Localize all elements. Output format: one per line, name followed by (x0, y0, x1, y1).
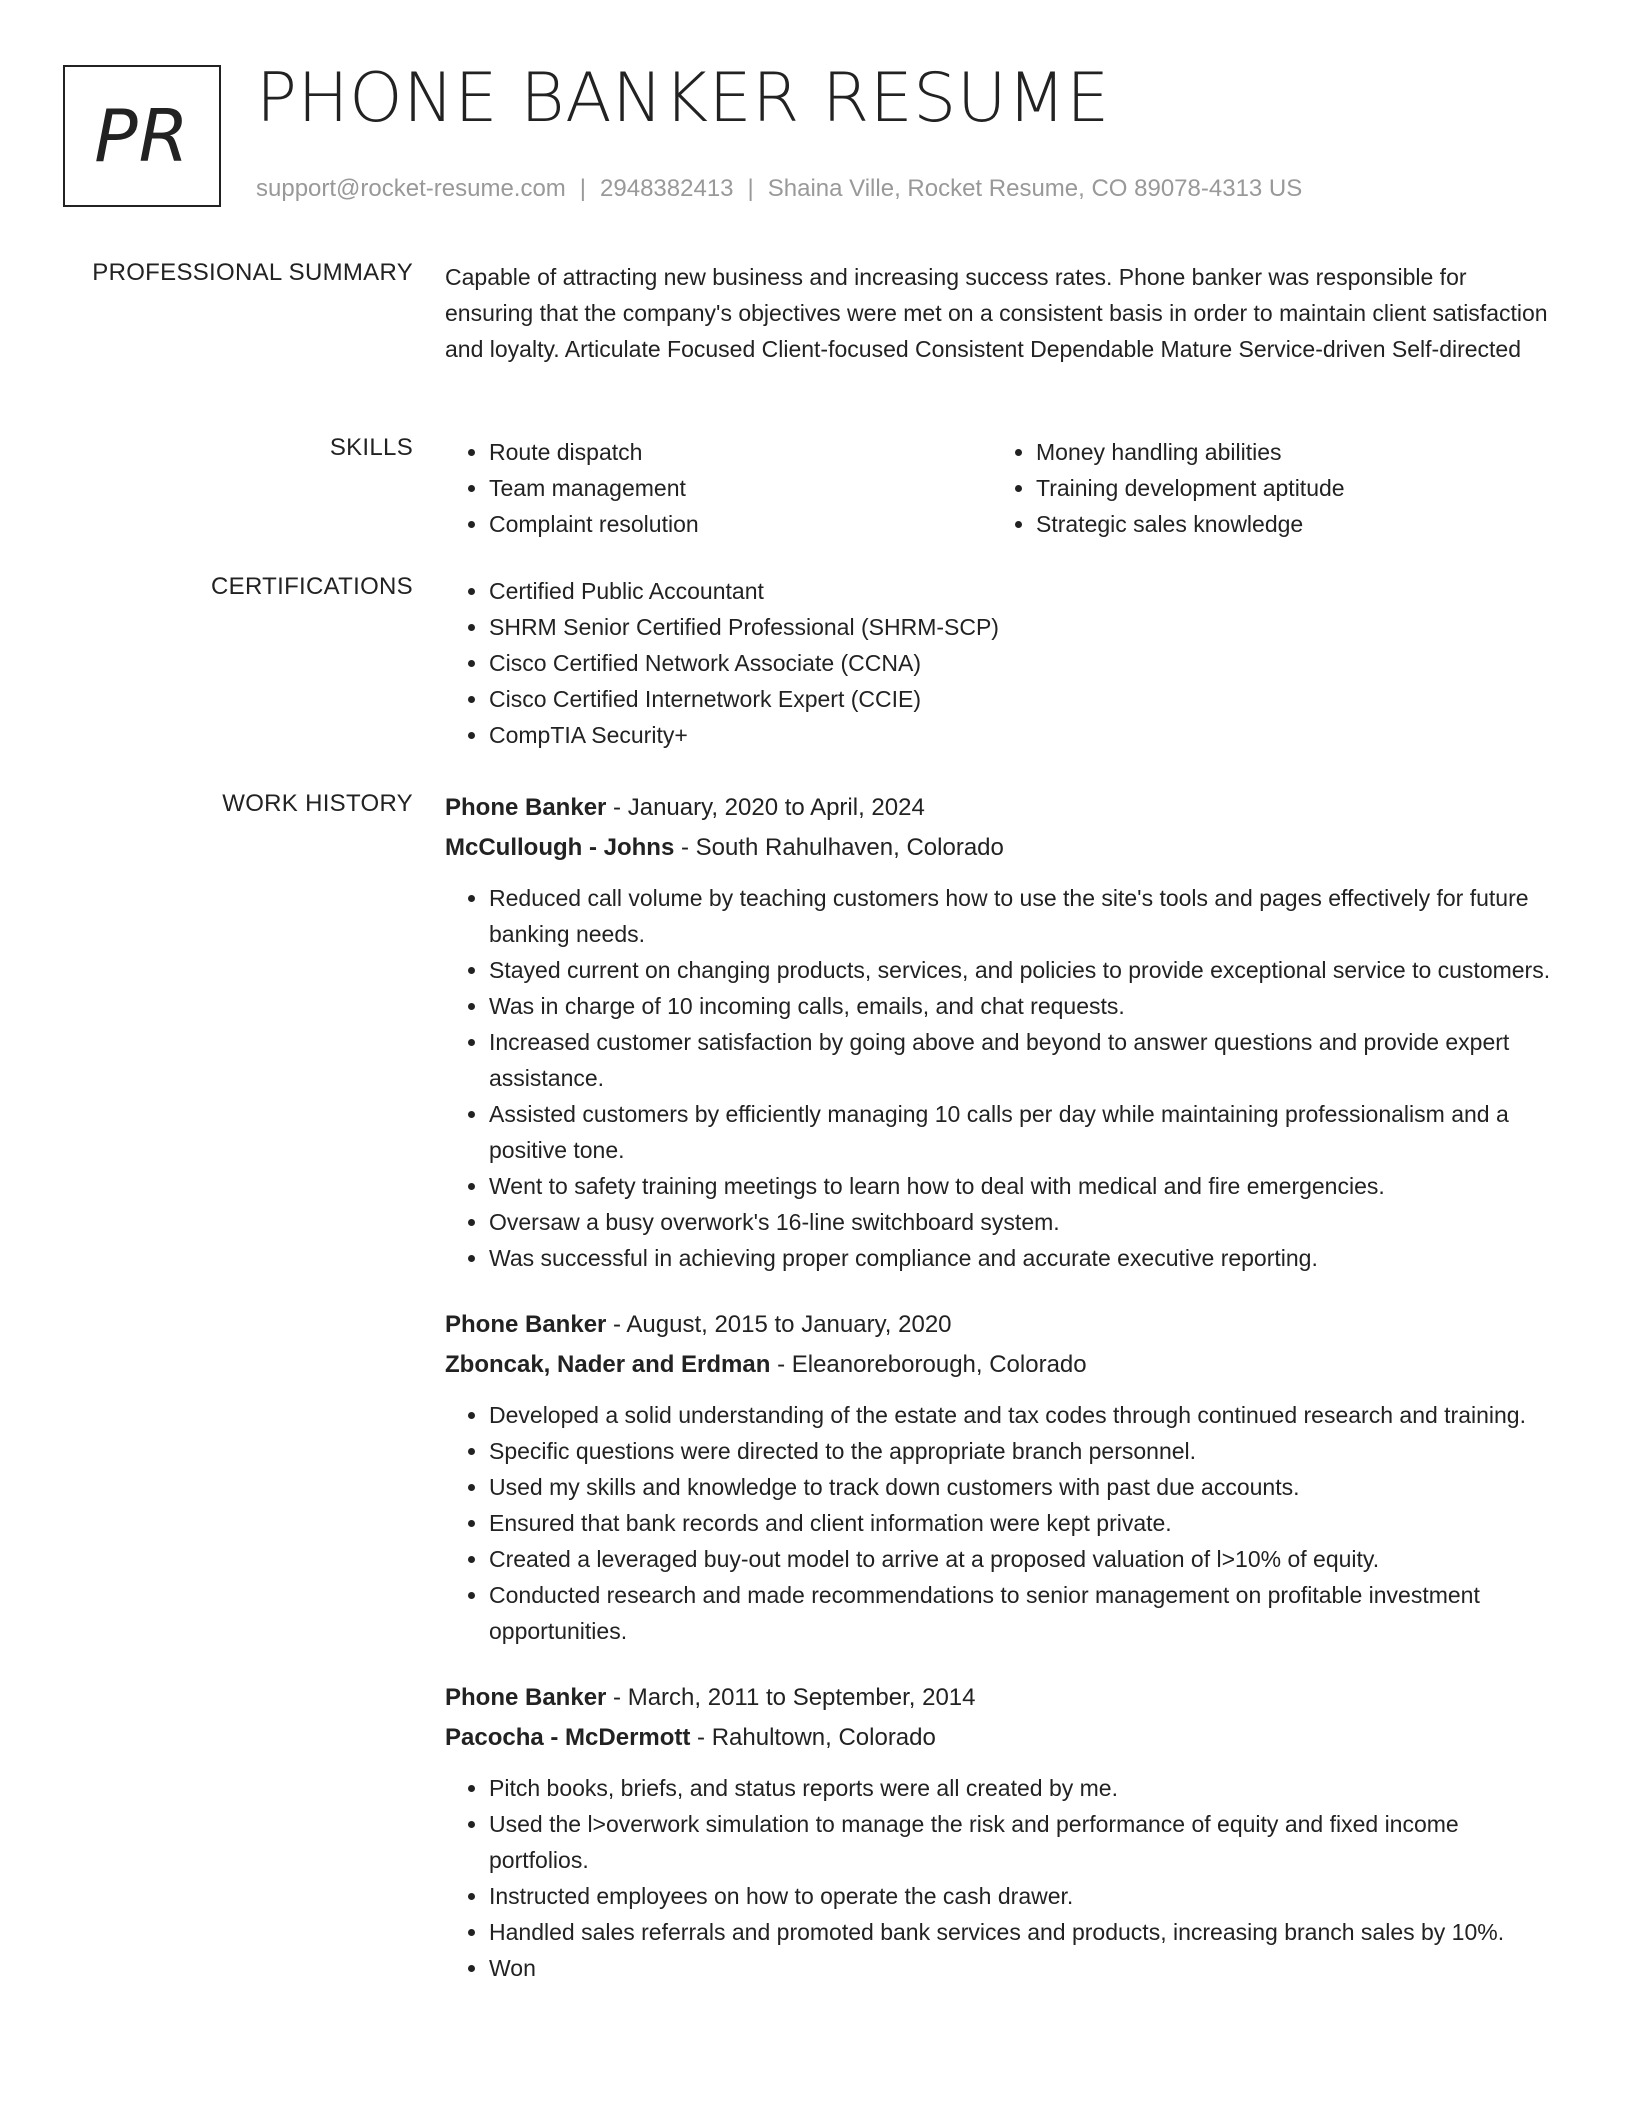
job-bullet: • Handled sales referrals and promoted bank services and products, increasing branch sales by 10%. (489, 1914, 1555, 1950)
monogram-badge (63, 65, 221, 207)
certification-item: • CompTIA Security+ (489, 717, 1555, 753)
summary-text: Capable of attracting new business and increasing success rates. Phone banker was responsible for ensuring that the company's objectives were met on a consistent basis in order to maintain client satisfaction and loyalty. Articulate Focused Client-focused Consistent Dependable Mature Service-driven Self-directed (445, 264, 1548, 362)
work-history-body (445, 788, 1555, 2015)
job-title-line (445, 1305, 1555, 1345)
skills-body (445, 434, 1555, 542)
certification-item: • Certified Public Accountant (489, 573, 1555, 609)
job-bullet: • Was in charge of 10 incoming calls, emails, and chat requests. (489, 988, 1555, 1024)
job-location: - South Rahulhaven, Colorado (674, 834, 1004, 861)
monogram-text: PR (94, 94, 190, 178)
job-role: Phone Banker (445, 1311, 607, 1338)
contact-separator: | (579, 175, 587, 202)
contact-phone: 2948382413 (600, 175, 734, 202)
job-title-line (445, 788, 1555, 828)
skill-item: • Route dispatch (489, 434, 992, 470)
skill-item: • Training development aptitude (1036, 470, 1539, 506)
job-role: Phone Banker (445, 1684, 607, 1711)
job-bullets (445, 1770, 1555, 1986)
job-bullet: • Conducted research and made recommendations to senior management on profitable investment opportunities. (489, 1577, 1555, 1649)
job-dates: - March, 2011 to September, 2014 (606, 1684, 976, 1711)
job-title-line (445, 1678, 1555, 1718)
job-bullet: • Pitch books, briefs, and status reports were all created by me. (489, 1770, 1555, 1806)
skills-column-2 (992, 434, 1539, 542)
job-location: - Rahultown, Colorado (690, 1724, 936, 1751)
job-location: - Eleanoreborough, Colorado (770, 1351, 1087, 1378)
skill-item: • Team management (489, 470, 992, 506)
job-company: McCullough - Johns (445, 834, 675, 861)
certification-item: • SHRM Senior Certified Professional (SHRM-SCP) (489, 609, 1555, 645)
job-company: Pacocha - McDermott (445, 1724, 691, 1751)
job-bullet: • Used the l>overwork simulation to manage the risk and performance of equity and fixed income portfolios. (489, 1806, 1555, 1878)
summary-heading: PROFESSIONAL SUMMARY (92, 259, 413, 286)
job-company-line (445, 1718, 1555, 1758)
contact-email: support@rocket-resume.com (256, 175, 566, 202)
job-dates: - January, 2020 to April, 2024 (606, 794, 925, 821)
certifications-list (445, 573, 1555, 753)
job-dates: - August, 2015 to January, 2020 (606, 1311, 952, 1338)
job-entry (445, 1678, 1555, 1986)
contact-separator: | (747, 175, 754, 202)
job-bullet: • Used my skills and knowledge to track down customers with past due accounts. (489, 1469, 1555, 1505)
summary-body (445, 259, 1555, 367)
skills-grid (445, 434, 1555, 542)
job-bullet: • Created a leveraged buy-out model to arrive at a proposed valuation of l>10% of equity. (489, 1541, 1555, 1577)
skills-column-1 (445, 434, 992, 542)
job-bullet: • Instructed employees on how to operate the cash drawer. (489, 1878, 1555, 1914)
job-bullets (445, 1397, 1555, 1649)
contact-address: Shaina Ville, Rocket Resume, CO 89078-4313 US (767, 175, 1303, 202)
job-bullet: • Assisted customers by efficiently managing 10 calls per day while maintaining professionalism and a positive tone. (489, 1096, 1555, 1168)
job-bullet: • Stayed current on changing products, services, and policies to provide exceptional service to customers. (489, 952, 1555, 988)
job-bullet: • Won (489, 1950, 1555, 1986)
job-company-line (445, 1345, 1555, 1385)
job-bullet: • Was successful in achieving proper compliance and accurate executive reporting. (489, 1240, 1555, 1276)
skills-heading: SKILLS (329, 434, 413, 461)
job-bullet: • Oversaw a busy overwork's 16-line switchboard system. (489, 1204, 1555, 1240)
certification-item: • Cisco Certified Network Associate (CCNA) (489, 645, 1555, 681)
job-bullet: • Specific questions were directed to the appropriate branch personnel. (489, 1433, 1555, 1469)
skill-item: • Complaint resolution (489, 506, 992, 542)
certifications-body (445, 573, 1555, 753)
certification-item: • Cisco Certified Internetwork Expert (CCIE) (489, 681, 1555, 717)
job-bullet: • Reduced call volume by teaching customers how to use the site's tools and pages effectively for future banking needs. (489, 880, 1555, 952)
skill-item: • Strategic sales knowledge (1036, 506, 1539, 542)
contact-line (256, 175, 1302, 203)
job-entry (445, 788, 1555, 1276)
skill-item: • Money handling abilities (1036, 434, 1539, 470)
certifications-heading: CERTIFICATIONS (211, 573, 413, 600)
resume-title: PHONE BANKER RESUME (256, 59, 1110, 138)
job-role: Phone Banker (445, 794, 607, 821)
job-bullets (445, 880, 1555, 1276)
job-bullet: • Developed a solid understanding of the estate and tax codes through continued research and training. (489, 1397, 1555, 1433)
job-company: Zboncak, Nader and Erdman (445, 1351, 771, 1378)
work-history-heading: WORK HISTORY (222, 790, 413, 817)
job-entry (445, 1305, 1555, 1649)
job-bullet: • Increased customer satisfaction by going above and beyond to answer questions and provide expert assistance. (489, 1024, 1555, 1096)
job-bullet: • Went to safety training meetings to learn how to deal with medical and fire emergencies. (489, 1168, 1555, 1204)
job-company-line (445, 828, 1555, 868)
job-bullet: • Ensured that bank records and client information were kept private. (489, 1505, 1555, 1541)
